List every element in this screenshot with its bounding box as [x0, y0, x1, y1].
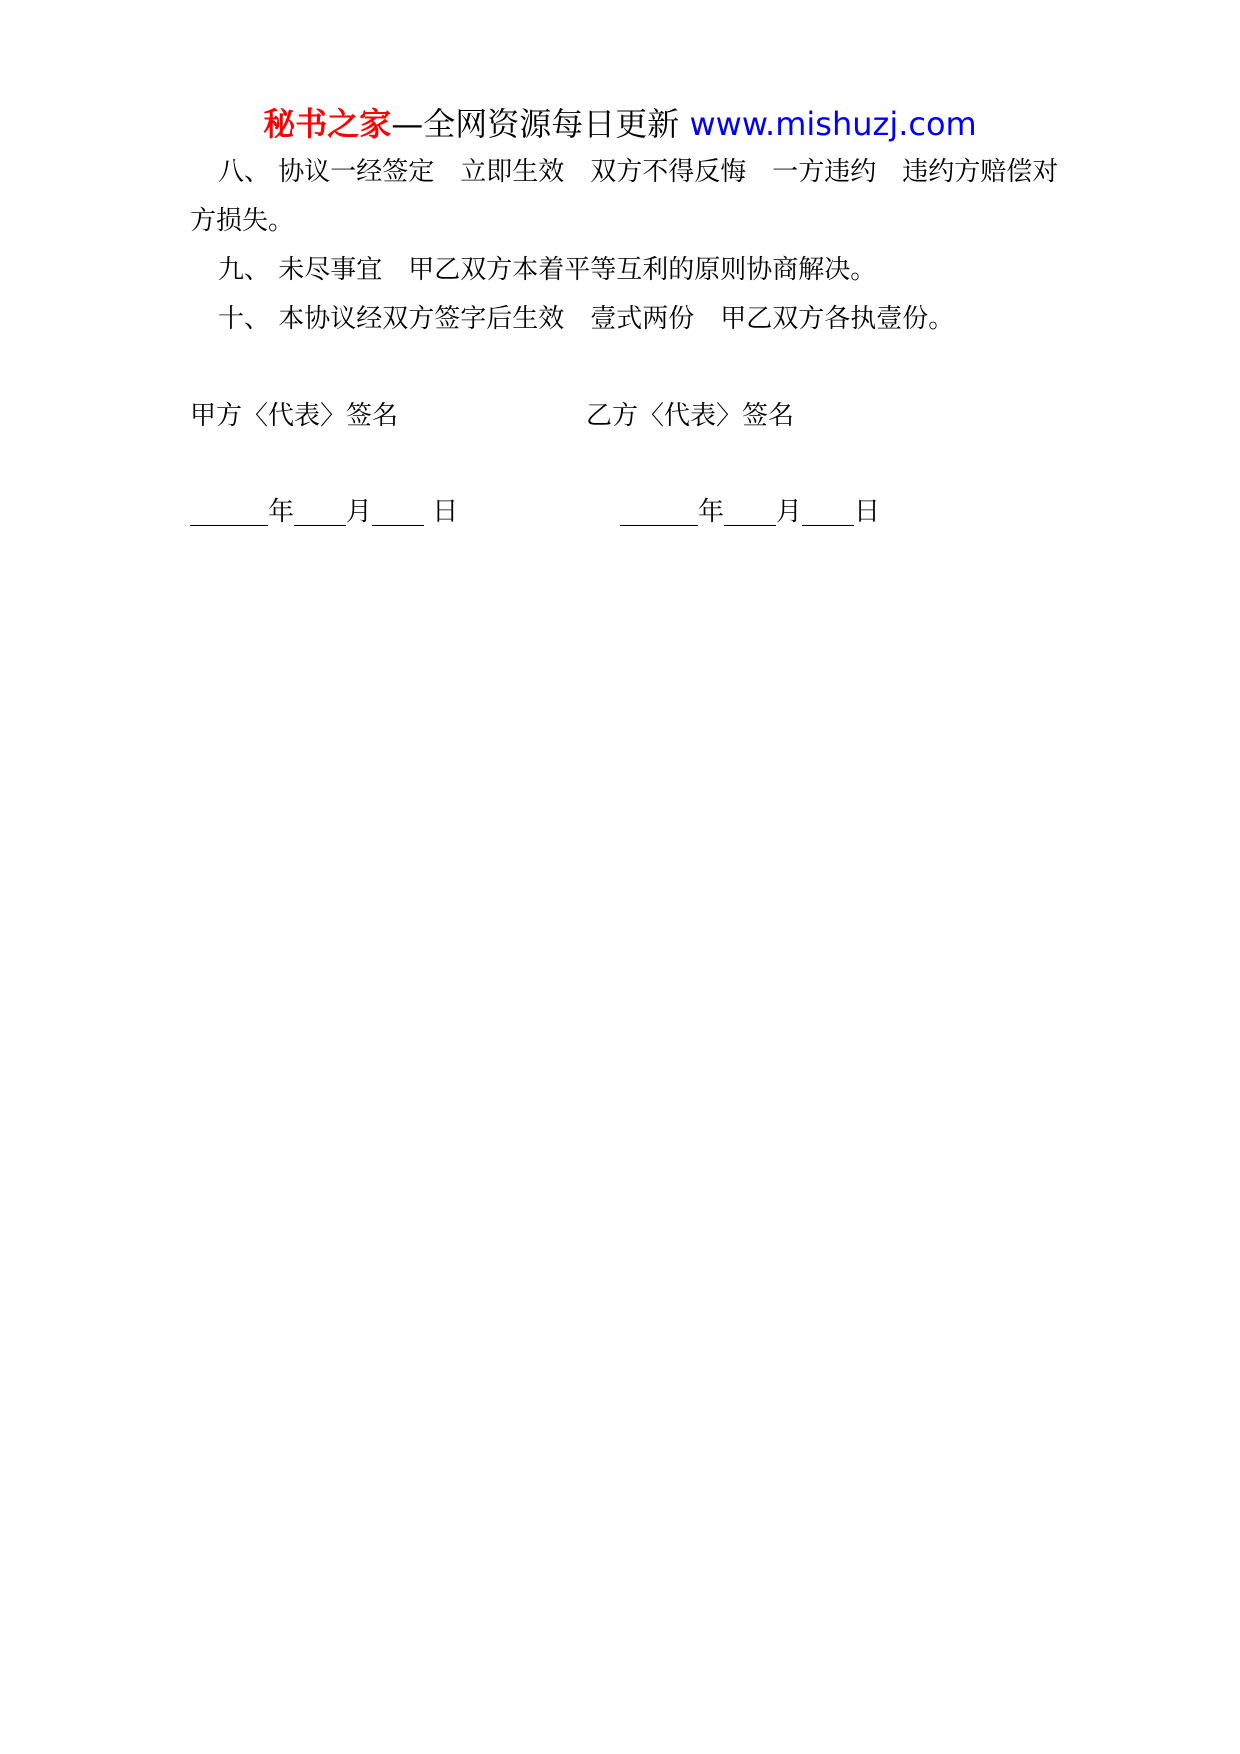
party-a-date-line: ______年____月____ 日	[190, 497, 459, 527]
clause-9: 九、 未尽事宜 甲乙双方本着平等互利的原则协商解决。	[218, 255, 877, 285]
party-b-date-line: ______年____月____日	[620, 497, 881, 527]
party-b-signature-label: 乙方〈代表〉签名	[586, 401, 795, 431]
clause-8: 八、 协议一经签定 立即生效 双方不得反悔 一方违约 违约方赔偿对方损失。	[190, 157, 1059, 236]
clause-10: 十、 本协议经双方签字后生效 壹式两份 甲乙双方各执壹份。	[218, 304, 955, 334]
site-header	[0, 104, 1240, 144]
brand-name: 秘书之家	[263, 105, 392, 143]
site-url-link[interactable]: www.mishuzj.com	[689, 105, 977, 143]
party-a-signature-label: 甲方〈代表〉签名	[190, 401, 399, 431]
header-slogan: —全网资源每日更新	[391, 105, 690, 143]
